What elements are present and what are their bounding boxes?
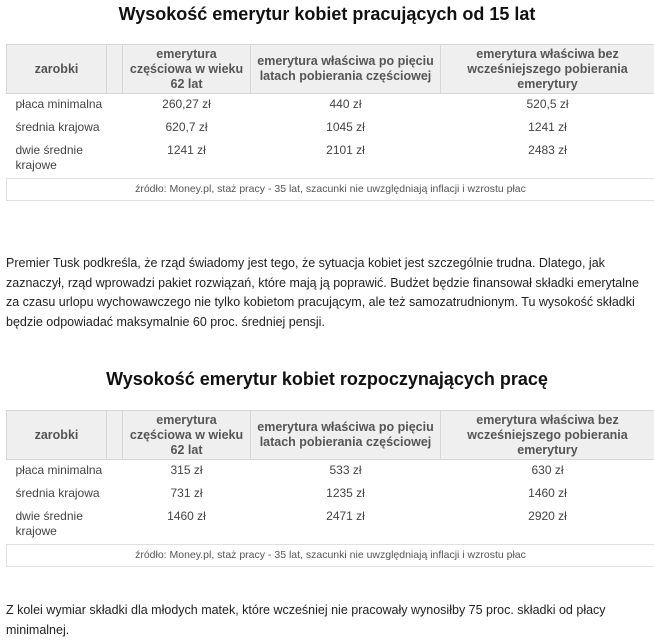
partial-pension-value: 260,27 zł	[162, 97, 211, 111]
proper-pension-after-partial-value: 2471 zł	[326, 509, 365, 523]
partial-pension-value: 1460 zł	[167, 509, 206, 523]
proper-pension-after-partial-value: 2101 zł	[326, 143, 365, 157]
pension-table-working-women	[6, 44, 654, 201]
table-source-note: źródło: Money.pl, staż pracy - 35 lat, szacunki nie uwzględniają inflacji i wzrostu płac	[7, 545, 654, 567]
partial-pension-value: 1241 zł	[167, 143, 206, 157]
table-row	[7, 506, 654, 545]
partial-pension-value: 731 zł	[170, 486, 203, 500]
header-proper-pension-direct: emerytura właściwa bez wcześniejszego pobierania emerytury	[441, 411, 654, 460]
pension-table-starting-women	[6, 410, 654, 567]
table-header-row	[7, 411, 654, 460]
table-source-row	[7, 545, 654, 567]
proper-pension-direct-value: 520,5 zł	[526, 97, 569, 111]
header-proper-pension-after-partial: emerytura właściwa po pięciu latach pobierania częściowej	[251, 411, 441, 460]
header-earnings: zarobki	[7, 45, 107, 94]
header-partial-pension: emerytura częściowa w wieku 62 lat	[123, 411, 251, 460]
table-header-row	[7, 45, 654, 94]
table-row	[7, 140, 654, 179]
row-label: średnia krajowa	[15, 486, 100, 500]
proper-pension-after-partial-value: 440 zł	[329, 97, 362, 111]
proper-pension-after-partial-value: 1045 zł	[326, 120, 365, 134]
proper-pension-direct-value: 2483 zł	[528, 143, 567, 157]
proper-pension-direct-value: 630 zł	[531, 463, 564, 477]
partial-pension-value: 315 zł	[170, 463, 203, 477]
proper-pension-direct-value: 2920 zł	[528, 509, 567, 523]
row-label: dwie średnie krajowe	[15, 143, 83, 172]
row-label: płaca minimalna	[15, 97, 103, 111]
article-paragraph: Premier Tusk podkreśla, że rząd świadomy jest tego, że sytuacja kobiet jest szczególnie trudna. Dlatego, jak zaznaczył, rząd wprowadzi pakiet rozwiązań, które mają ją poprawić. Budżet będzie finansował składki emerytalne za czasu urlopu wychowawczego nie tylko kobietom pracującym, ale też samozatrudnionym. Tu wysokość składki będzie odpowiadać maksymalnie 60 proc. średniej pensji.	[6, 256, 639, 329]
row-label: płaca minimalna	[15, 463, 103, 477]
article-paragraph: Z kolei wymiar składki dla młodych matek, które wcześniej nie pracowały wynosiłby 75 proc. składki od płacy minimalnej.	[6, 603, 606, 637]
header-partial-pension: emerytura częściowa w wieku 62 lat	[123, 45, 251, 94]
table-source-row	[7, 179, 654, 201]
proper-pension-direct-value: 1460 zł	[528, 486, 567, 500]
table-title-working-women: Wysokość emerytur kobiet pracujących od 15 lat	[118, 4, 536, 24]
table-row	[7, 94, 654, 118]
row-label: dwie średnie krajowe	[15, 509, 83, 538]
header-spacer	[107, 411, 123, 460]
table-source-note: źródło: Money.pl, staż pracy - 35 lat, szacunki nie uwzględniają inflacji i wzrostu płac	[7, 179, 654, 201]
proper-pension-after-partial-value: 533 zł	[329, 463, 362, 477]
table-row	[7, 460, 654, 484]
proper-pension-direct-value: 1241 zł	[528, 120, 567, 134]
table-row	[7, 117, 654, 140]
table-title-starting-women: Wysokość emerytur kobiet rozpoczynających pracę	[106, 369, 548, 389]
header-proper-pension-after-partial: emerytura właściwa po pięciu latach pobierania częściowej	[251, 45, 441, 94]
header-spacer	[107, 45, 123, 94]
row-label: średnia krajowa	[15, 120, 100, 134]
partial-pension-value: 620,7 zł	[165, 120, 208, 134]
proper-pension-after-partial-value: 1235 zł	[326, 486, 365, 500]
header-proper-pension-direct: emerytura właściwa bez wcześniejszego pobierania emerytury	[441, 45, 654, 94]
header-earnings: zarobki	[7, 411, 107, 460]
table-row	[7, 483, 654, 506]
